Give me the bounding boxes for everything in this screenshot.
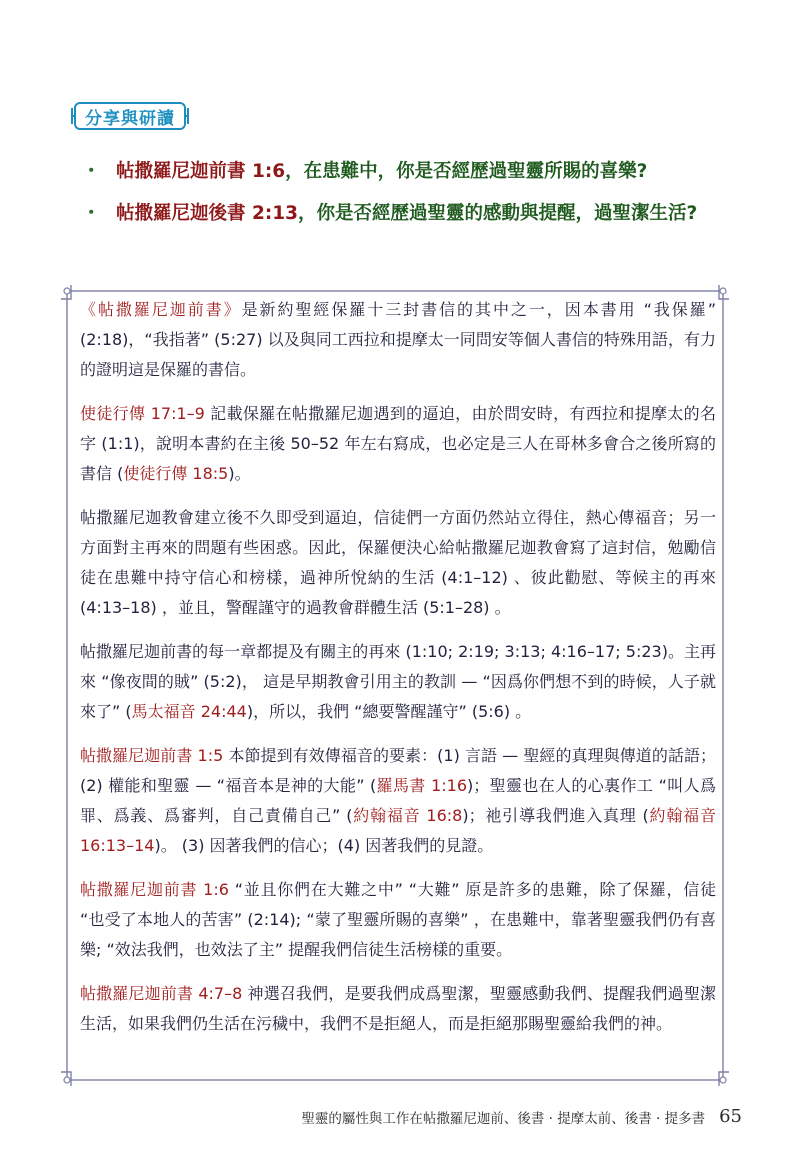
scripture-reference: 使徒行傳 17:1–9 xyxy=(80,404,205,423)
paragraph-text: “並且你們在大難之中” “大難” 原是許多的患難，除了保羅，信徒 “也受了本地人的苦害” (2:14); “蒙了聖靈所賜的喜樂” ，在患難中，靠著聖靈我們仍有喜樂; “效法我們，也效法了主” 提醒我們信徒生活榜樣的重要。 xyxy=(80,880,716,959)
scripture-reference: 帖撒羅尼迦前書 1:5 xyxy=(80,746,224,765)
scripture-reference: 馬太福音 24:44 xyxy=(131,702,247,721)
article-paragraph xyxy=(80,875,716,965)
question-text: ，你是否經歷過聖靈的感動與提醒，過聖潔生活? xyxy=(297,203,698,224)
article-paragraph xyxy=(80,399,716,489)
scripture-reference: 約翰福音 16:13–14 xyxy=(80,806,716,855)
page-footer xyxy=(301,1106,742,1127)
scripture-reference: 《帖撒羅尼迦前書》 xyxy=(80,300,242,319)
paragraph-text: 本節提到有效傳福音的要素：(1) 言語 — 聖經的真理與傳道的話語；(2) 權能和聖靈 — “福音本是神的大能” ( xyxy=(80,746,716,795)
article-paragraph xyxy=(80,503,716,623)
scripture-reference: 帖撒羅尼迦前書 1:6 xyxy=(80,880,229,899)
paragraph-text: 是新約聖經保羅十三封書信的其中之一，因本書用 “我保羅” (2:18)，“我指著” (5:27) 以及與同工西拉和提摩太一同問安等個人書信的特殊用語，有力的證明這是保羅的書信。 xyxy=(80,300,716,379)
scripture-reference: 使徒行傳 18:5 xyxy=(123,464,229,483)
paragraph-text: 帖撒羅尼迦教會建立後不久即受到逼迫，信徒們一方面仍然站立得住，熱心傳福音；另一方面對主再來的問題有些困惑。因此，保羅便決心給帖撒羅尼迦教會寫了這封信，勉勵信徒在患難中持守信心和榜樣，過神所悅納的生活 (4:1–12) 、彼此勸慰、等候主的再來 (4:13–18) ，並且，警醒謹守的過教會群體生活 (5:1–28) 。 xyxy=(80,508,716,617)
bullet-icon: ・ xyxy=(82,161,101,182)
paragraph-text: 帖撒羅尼迦前書的每一章都提及有關主的再來 (1:10; 2:19; 3:13; 4:16–17; 5:23)。主再來 “像夜間的賊” (5:2)， 這是早期教會引用主的教訓 — “因爲你們想不到的時候，人子就來了” ( xyxy=(80,642,716,721)
article-paragraph xyxy=(80,637,716,727)
page-number: 65 xyxy=(719,1106,742,1127)
section-tag xyxy=(71,100,189,132)
question-scripture-ref: 帖撒羅尼迦後書 2:13 xyxy=(116,203,298,224)
paragraph-text: 記載保羅在帖撒羅尼迦遇到的逼迫，由於問安時，有西拉和提摩太的名字 (1:1)，說明本書約在主後 50–52 年左右寫成，也必定是三人在哥林多會合之後所寫的書信 ( xyxy=(80,404,716,483)
paragraph-text: )；祂引導我們進入真理 ( xyxy=(462,806,649,825)
scripture-reference: 羅馬書 1:16 xyxy=(376,776,468,795)
scripture-reference: 約翰福音 16:8 xyxy=(352,806,463,825)
paragraph-text: 神選召我們，是要我們成爲聖潔，聖靈感動我們、提醒我們過聖潔生活，如果我們仍生活在污穢中，我們不是拒絕人，而是拒絕那賜聖靈給我們的神。 xyxy=(80,984,716,1033)
question-text: ，在患難中，你是否經歷過聖靈所賜的喜樂? xyxy=(285,161,648,182)
article-paragraph xyxy=(80,741,716,861)
article-paragraph xyxy=(80,295,716,385)
question-scripture-ref: 帖撒羅尼迦前書 1:6 xyxy=(116,161,286,182)
bullet-icon: ・ xyxy=(82,203,101,224)
paragraph-text: )。 xyxy=(228,464,251,483)
paragraph-text: )。 (3) 因著我們的信心；(4) 因著我們的見證。 xyxy=(154,836,494,855)
article-paragraph xyxy=(80,979,716,1039)
question-item xyxy=(82,198,732,229)
scripture-reference: 帖撒羅尼迦前書 4:7–8 xyxy=(80,984,243,1003)
discussion-questions xyxy=(82,156,732,240)
section-tag-label: 分享與研讀 xyxy=(85,108,175,129)
question-item xyxy=(82,156,732,187)
article-body xyxy=(80,295,716,1053)
running-title: 聖靈的屬性與工作在帖撒羅尼迦前、後書 · 提摩太前、後書 · 提多書 xyxy=(301,1110,706,1127)
paragraph-text: )，所以，我們 “總要警醒謹守” (5:6) 。 xyxy=(246,702,532,721)
paragraph-text: )；聖靈也在人的心裏作工 “叫人爲罪、爲義、爲審判，自己責備自己” ( xyxy=(80,776,716,825)
